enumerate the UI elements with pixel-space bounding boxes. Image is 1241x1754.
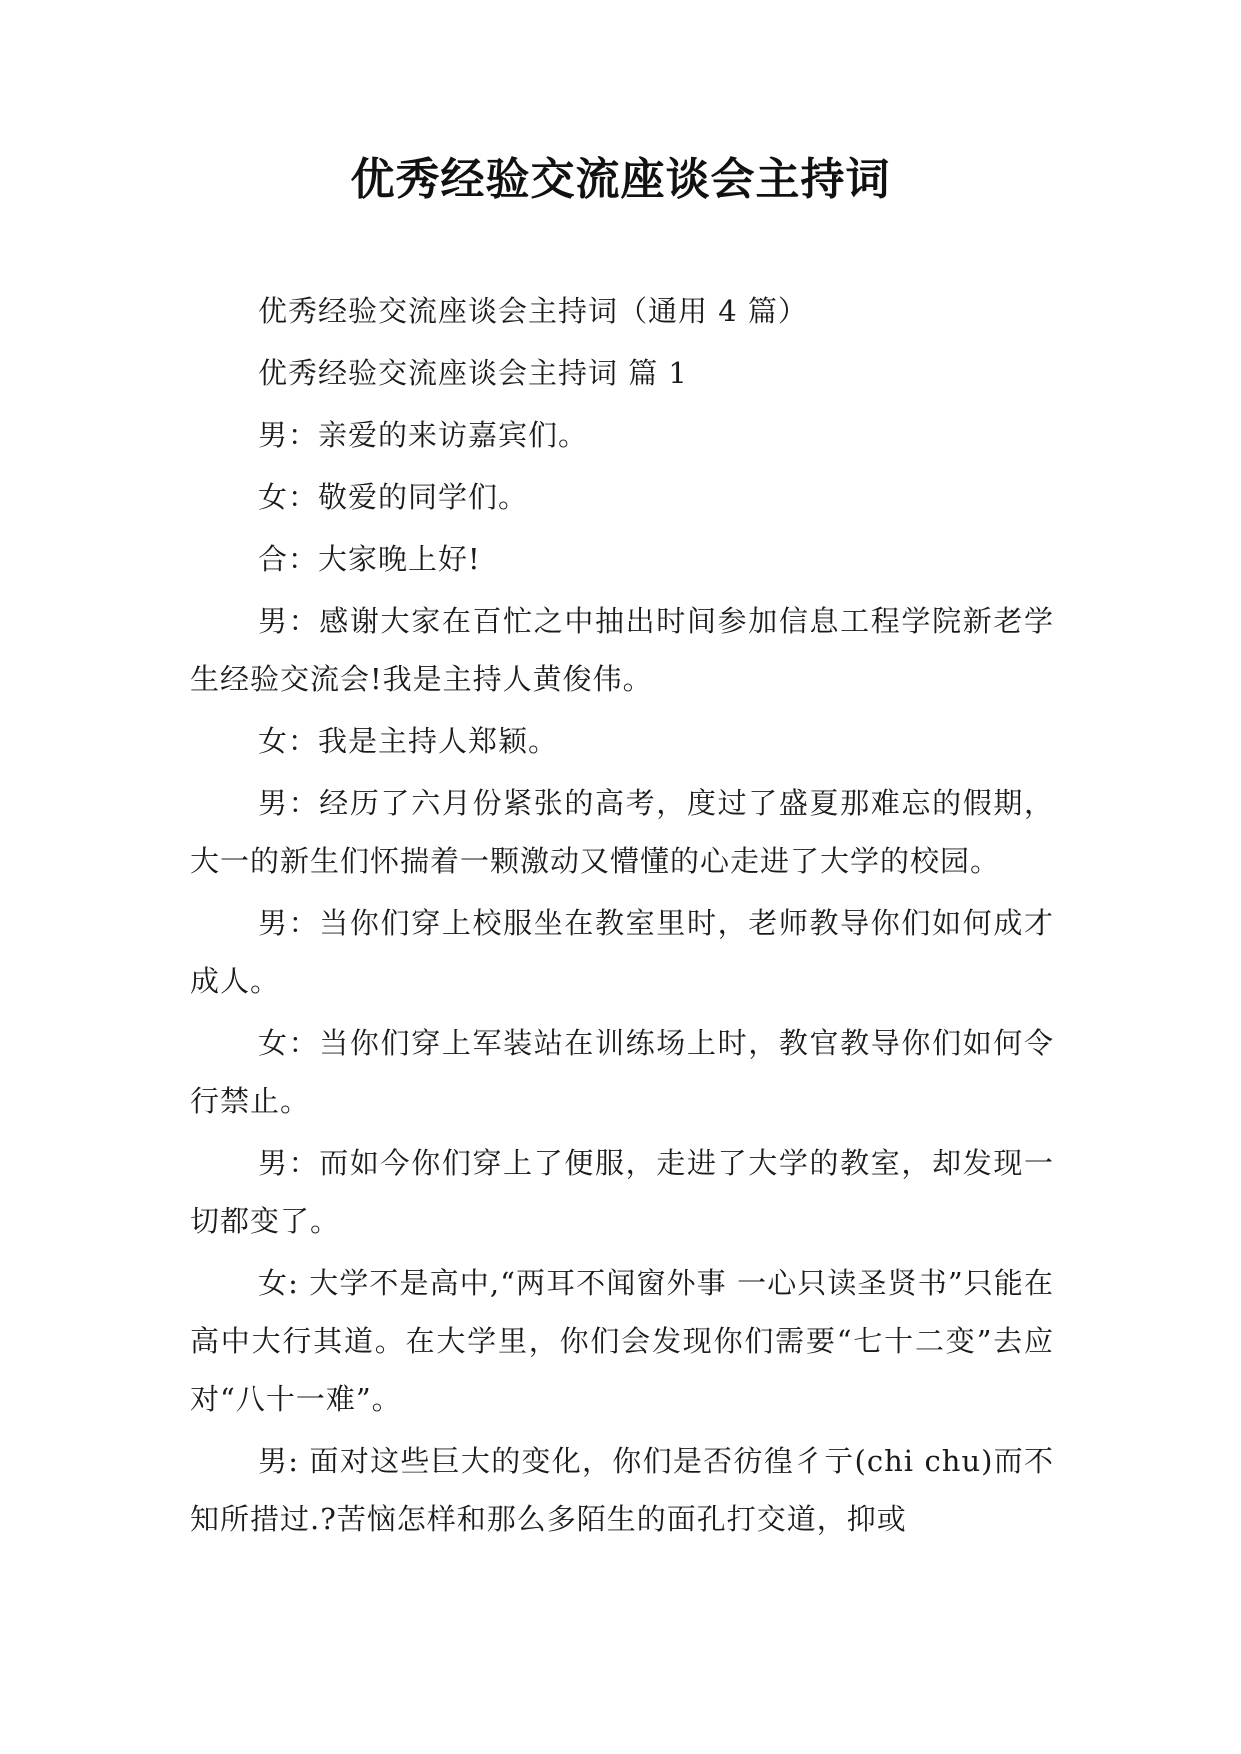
paragraph: 女：我是主持人郑颖。 — [258, 724, 559, 758]
document-title: 优秀经验交流座谈会主持词 — [350, 154, 891, 205]
paragraph: 女：当你们穿上军装站在训练场上时，教官教导你们如何令行禁止。 — [190, 1026, 1054, 1118]
paragraph: 男：亲爱的来访嘉宾们。 — [258, 418, 589, 452]
paragraph: 男：而如今你们穿上了便服，走进了大学的教室，却发现一切都变了。 — [190, 1146, 1054, 1238]
paragraph-section-heading: 优秀经验交流座谈会主持词 篇 1 — [258, 356, 688, 390]
paragraph: 男：当你们穿上校服坐在教室里时，老师教导你们如何成才成人。 — [190, 906, 1054, 998]
paragraph-subtitle: 优秀经验交流座谈会主持词（通用 4 篇） — [258, 294, 808, 328]
paragraph: 男: 面对这些巨大的变化，你们是否彷徨彳亍(chi chu)而不知所措过.?苦恼怎样和那么多陌生的面孔打交道，抑或 — [190, 1444, 1054, 1536]
paragraph: 女：敬爱的同学们。 — [258, 480, 529, 514]
document-body — [190, 282, 1054, 1552]
paragraph: 合：大家晚上好! — [258, 542, 481, 576]
paragraph: 男：感谢大家在百忙之中抽出时间参加信息工程学院新老学生经验交流会!我是主持人黄俊伟。 — [190, 604, 1054, 696]
paragraph: 男：经历了六月份紧张的高考，度过了盛夏那难忘的假期，大一的新生们怀揣着一颗激动又懵懂的心走进了大学的校园。 — [190, 786, 1054, 878]
paragraph: 女: 大学不是高中,“两耳不闻窗外事 一心只读圣贤书”只能在高中大行其道。在大学里，你们会发现你们需要“七十二变”去应对“八十一难”。 — [190, 1266, 1054, 1416]
